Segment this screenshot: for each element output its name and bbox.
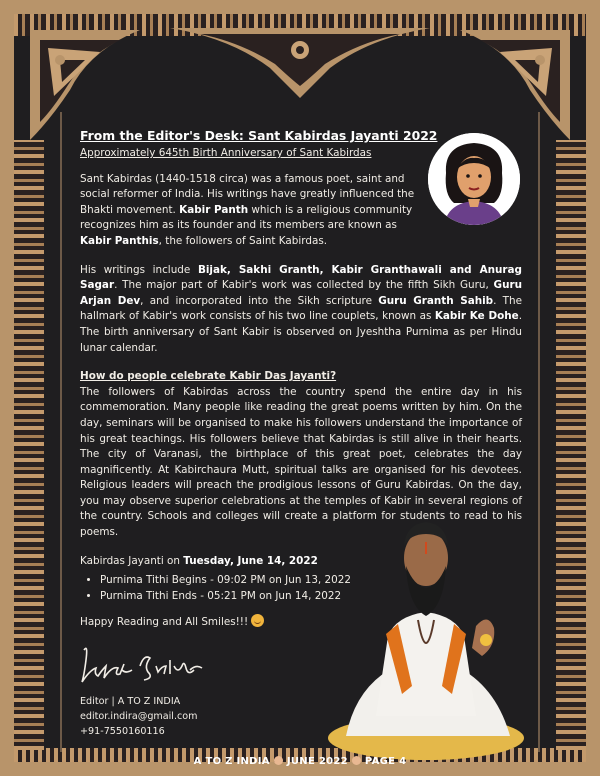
left-border-band	[14, 140, 44, 750]
editor-phone: +91-7550160116	[80, 726, 165, 737]
corner-ornament-icon	[30, 30, 140, 140]
corner-ornament-icon	[460, 30, 570, 140]
writings-paragraph: His writings include Bijak, Sakhi Granth, Kabir Granthawali and Anurag Sagar. The major part of Kabir's work was collected by the fifth Sikh Guru, Guru Arjan Dev, and incorporated into the Sikh scripture Guru Granth Sahib. The hallmark of Kabir's work consists of his two line couplets, known as Kabir Ke Dohe. The birth anniversary of Sant Kabir is observed on Jyeshtha Purnima as per Hindu lunar calendar.	[80, 263, 523, 354]
handwritten-signature	[78, 640, 208, 688]
intro-paragraph: Sant Kabirdas (1440-1518 circa) was a famous poet, saint and social reformer of India. His writings have greatly influenced the Bhakti movement. Kabir Panth which is a religious community recognizes him as its founder and its members are known as Kabir Panthis, the followers of Saint Kabirdas.	[80, 172, 415, 247]
section-question-heading: How do people celebrate Kabir Das Jayanti?	[80, 370, 337, 383]
jayanti-date-line: Kabirdas Jayanti on Tuesday, June 14, 2022	[80, 554, 318, 567]
page-footer: A TO Z INDIA JUNE 2022 PAGE 4	[193, 756, 407, 767]
sant-kabir-illustration	[326, 516, 526, 760]
article-subtitle: Approximately 645th Birth Anniversary of Sant Kabirdas	[80, 147, 372, 159]
top-center-ornament-icon	[170, 28, 430, 98]
editor-email: editor.indira@gmail.com	[80, 711, 198, 722]
editor-role: Editor | A TO Z INDIA	[80, 696, 181, 707]
separator-dot-icon	[274, 756, 283, 765]
smiling-face-icon	[251, 614, 264, 627]
right-border-band	[556, 140, 586, 750]
list-item: • Purnima Tithi Ends - 05:21 PM on Jun 14, 2022	[100, 589, 522, 605]
editor-contact	[80, 694, 198, 739]
separator-dot-icon	[352, 756, 361, 765]
closing-line: Happy Reading and All Smiles!!!	[80, 614, 522, 631]
article-title: From the Editor's Desk: Sant Kabirdas Jayanti 2022	[80, 128, 438, 143]
list-item: • Purnima Tithi Begins - 09:02 PM on Jun 13, 2022	[100, 573, 522, 589]
celebration-paragraph: The followers of Kabirdas across the country spend the entire day in his commemoration. Many people like reading the great poems written by him. On the day, seminars will be organised to make his followers understand the importance of his great teachings. His followers believe that Kabirdas is still alive in their hearts. The city of Varanasi, the birthplace of this great poet, celebrates the day magnificently. At Kabirchaura Mutt, spiritual talks are organised for his devotees. Religious leaders will preach the prodigious lessons of Guru Kabirdas. On the day, you may observe superior celebrations at the temples of Kabir in several regions of the country. Schools and colleges will create a platform for students to read to his poems.	[80, 385, 522, 539]
